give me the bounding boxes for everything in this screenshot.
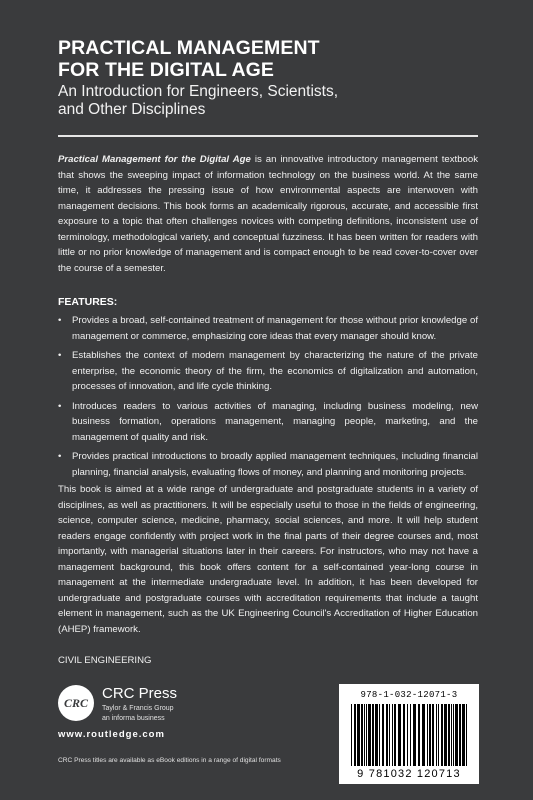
intro-paragraph <box>58 152 478 276</box>
barcode-bar <box>418 704 420 766</box>
barcode-bar <box>432 704 434 766</box>
bullet-icon: • <box>58 400 62 412</box>
subject-category: CIVIL ENGINEERING <box>58 655 152 666</box>
book-subtitle <box>58 83 498 119</box>
features-heading: FEATURES: <box>58 296 118 308</box>
publisher-website: www.routledge.com <box>58 729 165 740</box>
barcode-bar <box>368 704 371 766</box>
barcode-bar <box>451 704 452 766</box>
title-line-2: FOR THE DIGITAL AGE <box>58 59 275 81</box>
feature-item <box>58 449 478 480</box>
subtitle-line-2: and Other Disciplines <box>58 101 206 118</box>
barcode-bar <box>462 704 465 766</box>
feature-item <box>58 399 478 446</box>
barcode-bars-icon <box>349 704 469 766</box>
barcode-bar <box>427 704 428 766</box>
book-title <box>58 37 498 81</box>
barcode-bar <box>422 704 425 766</box>
barcode-bar <box>389 704 390 766</box>
barcode-bar <box>361 704 363 766</box>
isbn-barcode <box>339 684 479 784</box>
barcode-bar <box>459 704 461 766</box>
title-divider <box>58 135 478 137</box>
crc-logo-icon: CRC <box>58 685 94 721</box>
barcode-bar <box>438 704 439 766</box>
barcode-bar <box>413 704 416 766</box>
barcode-bar <box>448 704 450 766</box>
barcode-bar <box>372 704 374 766</box>
ebook-note: CRC Press titles are available as eBook editions in a range of digital formats <box>58 757 281 764</box>
barcode-bar <box>407 704 408 766</box>
isbn-label: 978-1-032-12071-3 <box>360 690 458 700</box>
audience-paragraph: This book is aimed at a wide range of undergraduate and postgraduate students in a variety of disciplines, as well as practitioners. It will be especially useful to those in the fields of engineering, science, computer science, medicine, pharmacy, social sciences, and more. It will help student readers engage confidently with project work in the final parts of their degree courses and, most importantly, with managerial situations later in their careers. For instructors, who may not have a management background, this book offers content for a self-contained year-long course in management at the intermediate undergraduate level. In addition, it has been developed for undergraduate and postgraduate courses with accreditation requirements that include a taught element in management, such as the UK Engineering Council's Accreditation of Higher Education (AHEP) framework. <box>58 484 478 635</box>
intro-text: is an innovative introductory management textbook that shows the sweeping impact of information technology on the business world. At the same time, it addresses the pressing issue of how environmental aspects are interwoven with management decisions. This book forms an academically rigorous, accurate, and accessible first exposure to a topic that often challenges novices with competing definitions, inconsistent use of terminology, methodological variety, and conceptual fuzziness. It has been written for readers with little or no prior knowledge of management and is compact enough to be read cover-to-cover over the course of a semester. <box>58 154 478 274</box>
feature-text: Establishes the context of modern management by characterizing the nature of the private enterprise, the economic theory of the firm, the economics of digitalization and automation, processes of innovation, and life cycle thinking. <box>72 350 478 392</box>
bullet-icon: • <box>58 451 62 462</box>
barcode-bar <box>394 704 396 766</box>
barcode-bar <box>398 704 401 766</box>
feature-text: Provides a broad, self-contained treatment of management for those without prior knowledge of management or commerce, emphasizing core ideas that every manager should know. <box>72 315 478 342</box>
barcode-bar <box>382 704 384 766</box>
barcode-bar <box>354 704 356 766</box>
barcode-bar <box>379 704 380 766</box>
barcode-bar <box>410 704 411 766</box>
barcode-bar <box>429 704 431 766</box>
barcode-bar <box>453 704 454 766</box>
bullet-icon: • <box>58 350 62 361</box>
intro-emphasis: Practical Management for the Digital Age <box>58 154 251 165</box>
feature-text: Provides practical introductions to broadly applied management techniques, including financial planning, financial analysis, evaluating flows of money, and planning and monitoring projects. <box>72 451 478 478</box>
barcode-bar <box>366 704 367 766</box>
bullet-icon: • <box>58 315 62 326</box>
feature-text: Introduces readers to various activities of managing, including business modeling, new business formation, operations management, managing people, marketing, and the management of quality and risk. <box>72 400 478 443</box>
features-list <box>58 313 478 484</box>
barcode-bar <box>403 704 405 766</box>
subtitle-line-1: An Introduction for Engineers, Scientists, <box>58 83 339 100</box>
barcode-bar <box>455 704 458 766</box>
feature-item <box>58 313 478 344</box>
publisher-business: an informa business <box>102 715 165 722</box>
barcode-bar <box>436 704 437 766</box>
feature-item <box>58 348 478 395</box>
title-line-1: PRACTICAL MANAGEMENT <box>58 37 320 59</box>
barcode-bar <box>466 704 467 766</box>
isbn-digits: 9 781032 120713 <box>357 768 461 780</box>
barcode-bar <box>364 704 365 766</box>
barcode-bar <box>444 704 447 766</box>
barcode-bar <box>357 704 360 766</box>
publisher-logo <box>58 685 238 730</box>
publisher-name: CRC Press <box>102 685 178 702</box>
barcode-bar <box>392 704 393 766</box>
barcode-bar <box>386 704 388 766</box>
publisher-group: Taylor & Francis Group <box>102 705 174 712</box>
barcode-bar <box>441 704 443 766</box>
barcode-bar <box>375 704 378 766</box>
barcode-bar <box>351 704 352 766</box>
